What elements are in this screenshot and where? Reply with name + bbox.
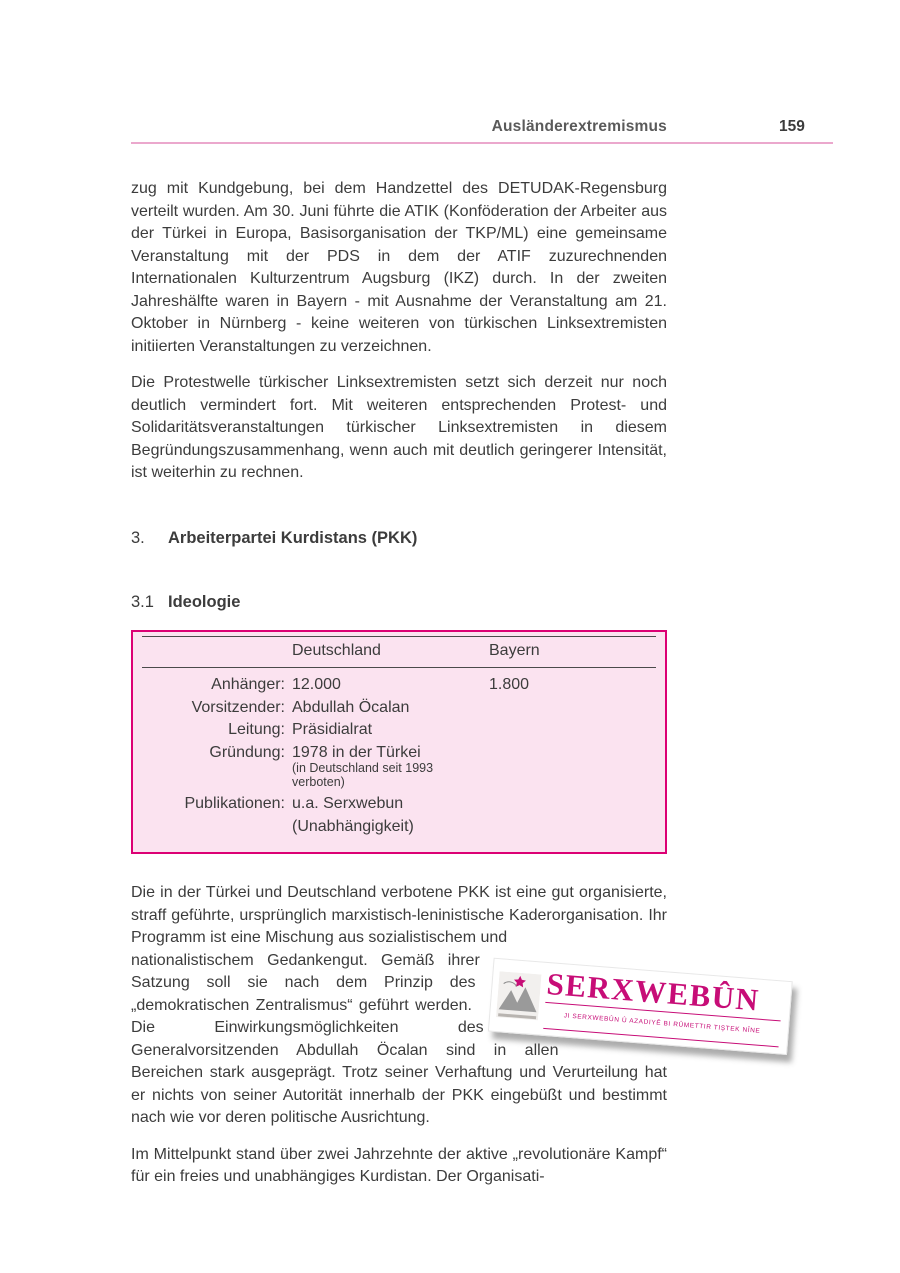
- row-value-bayern: [489, 793, 656, 838]
- row-label: Vorsitzender:: [191, 698, 285, 716]
- serxwebun-masthead-image: [488, 957, 793, 1054]
- paragraph-3-wrap: [131, 950, 761, 1130]
- row-value-bayern: 1.800: [489, 676, 530, 693]
- row-value-bayern: [489, 742, 656, 794]
- page-number: 159: [779, 118, 805, 135]
- paragraph-3-intro: Die in der Türkei und Deutschland verbotene PKK ist eine gut organisierte, straff geführte, ursprünglich marxistisch-leninistische Kaderorganisation. Ihr Programm ist eine Mischung aus sozialistischem und: [131, 884, 667, 946]
- row-value-deutschland: Präsidialrat: [292, 721, 373, 738]
- section-number: 3.: [131, 528, 145, 547]
- infobox-row-publikationen: [142, 793, 656, 838]
- page-header: [131, 118, 833, 144]
- row-label: Publikationen:: [184, 795, 285, 812]
- row-label: Leitung:: [228, 721, 285, 738]
- infobox-header-spacer: [142, 640, 285, 663]
- row-value-deutschland: 12.000: [292, 676, 341, 693]
- row-value-bayern: [489, 719, 656, 742]
- serxwebun-subtitle: JI SERXWEBÛN Û AZADIYÊ BI RÛMETTIR TIŞTEK NÎNE: [543, 1001, 780, 1046]
- subsection-heading: [131, 591, 667, 614]
- paragraph-3-text: nationalistischem Gedankengut. Gemäß ihrer Satzung soll sie nach dem Prinzip des „demokratischen Zentralismus“ geführt werden. Die Einwirkungsmöglichkeiten des Generalvorsitzenden Abdullah Öcalan sind in allen Bereichen stark ausgeprägt. Trotz seiner Verhaftung und Verurteilung hat er nichts von seiner Autorität innerhalb der PKK eingebüßt und bestimmt nach wie vor deren politische Ausrichtung.: [131, 951, 667, 1126]
- serxwebun-title: SERXWEBÛN: [545, 965, 761, 1018]
- masthead-text-block: [543, 965, 783, 1047]
- infobox-header-row: [142, 636, 656, 669]
- running-header-title: Ausländerextremismus: [491, 118, 667, 135]
- section-title: Arbeiterpartei Kurdistans (PKK): [168, 528, 418, 547]
- infobox-row-vorsitzender: [142, 697, 656, 720]
- infobox-column-deutschland: Deutschland: [292, 641, 381, 659]
- serxwebun-emblem-icon: [496, 971, 541, 1020]
- page-body: [131, 178, 761, 1189]
- row-value-bayern: [489, 697, 656, 720]
- infobox-row-anhaenger: [142, 674, 656, 697]
- row-value-deutschland: [292, 742, 482, 794]
- paragraph-2: Die Protestwelle türkischer Linksextremisten setzt sich derzeit nur noch deutlich vermindert fort. Mit weiteren entsprechenden Protest- und Solidaritätsveranstaltungen türkischer Linksextremisten in diesem Begründungszusammenhang, wenn auch mit deutlich geringerer Intensität, ist weiterhin zu rechnen.: [131, 374, 667, 481]
- subsection-number: 3.1: [131, 593, 154, 611]
- founding-note: (in Deutschland seit 1993 verboten): [292, 761, 434, 789]
- infobox-row-leitung: [142, 719, 656, 742]
- infobox-row-gruendung: [142, 742, 656, 794]
- row-label: Gründung:: [209, 743, 285, 761]
- paragraph-4: Im Mittelpunkt stand über zwei Jahrzehnte der aktive „revolutionäre Kampf“ für ein freies und unabhängiges Kurdistan. Der Organisati-: [131, 1145, 667, 1185]
- paragraph-1: zug mit Kundgebung, bei dem Handzettel des DETUDAK-Regensburg verteilt wurden. Am 30. Juni führte die ATIK (Konföderation der Arbeiter aus der Türkei in Europa, Basisorganisation der TKP/ML) eine gemeinsame Veranstaltung mit der PDS in dem der ATIF zuzurechnenden Internationalen Kulturzentrum Augsburg (IKZ) durch. In der zweiten Jahreshälfte waren in Bayern - mit Ausnahme der Veranstaltung am 21. Oktober in Nürnberg - keine weiteren von türkischen Linksextremisten initiierten Veranstaltungen zu verzeichnen.: [131, 180, 667, 355]
- infobox-column-bayern: Bayern: [489, 641, 540, 659]
- row-value-deutschland: Abdullah Öcalan: [292, 698, 410, 716]
- row-label: Anhänger:: [211, 676, 285, 693]
- row-value-deutschland: u.a. Serxwebun (Unabhängigkeit): [292, 795, 414, 835]
- subsection-title: Ideologie: [168, 593, 241, 611]
- pkk-infobox: [131, 630, 667, 855]
- section-heading: [131, 527, 667, 550]
- founding-value: 1978 in der Türkei: [292, 743, 421, 761]
